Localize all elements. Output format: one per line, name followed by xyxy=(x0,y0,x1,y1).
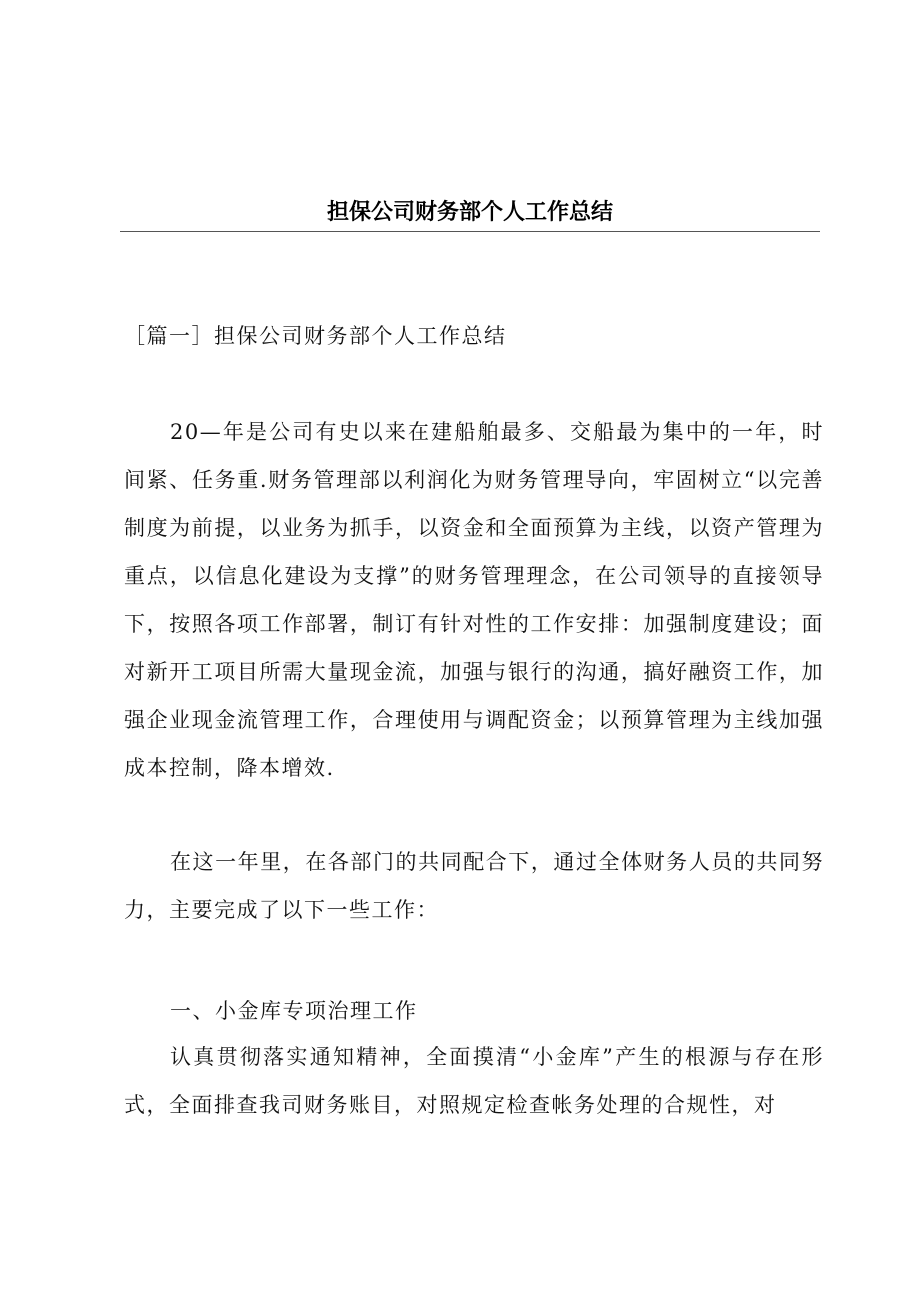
paragraph-intro: 20—年是公司有史以来在建船舶最多、交船最为集中的一年，时间紧、任务重.财务管理部以利润化为财务管理导向，牢固树立“以完善制度为前提，以业务为抓手，以资金和全面预算为主线，以资产管理为重点，以信息化建设为支撑”的财务管理理念，在公司领导的直接领导下，按照各项工作部署，制订有针对性的工作安排：加强制度建设；面对新开工项目所需大量现金流，加强与银行的沟通，搞好融资工作，加强企业现金流管理工作，合理使用与调配资金；以预算管理为主线加强成本控制，降本增效. xyxy=(124,420,824,780)
section-heading: ［篇一］担保公司财务部个人工作总结 xyxy=(124,324,507,348)
title-underline xyxy=(120,231,820,232)
paragraph-small-treasury: 认真贯彻落实通知精神，全面摸清“小金库”产生的根源与存在形式，全面排查我司财务账目，对照规定检查帐务处理的合规性，对 xyxy=(124,1045,824,1117)
document-title: 担保公司财务部个人工作总结 xyxy=(326,200,613,225)
paragraph-summary: 在这一年里，在各部门的共同配合下，通过全体财务人员的共同努力，主要完成了以下一些工作： xyxy=(124,850,824,922)
subheading-small-treasury: 一、小金库专项治理工作 xyxy=(170,999,418,1023)
